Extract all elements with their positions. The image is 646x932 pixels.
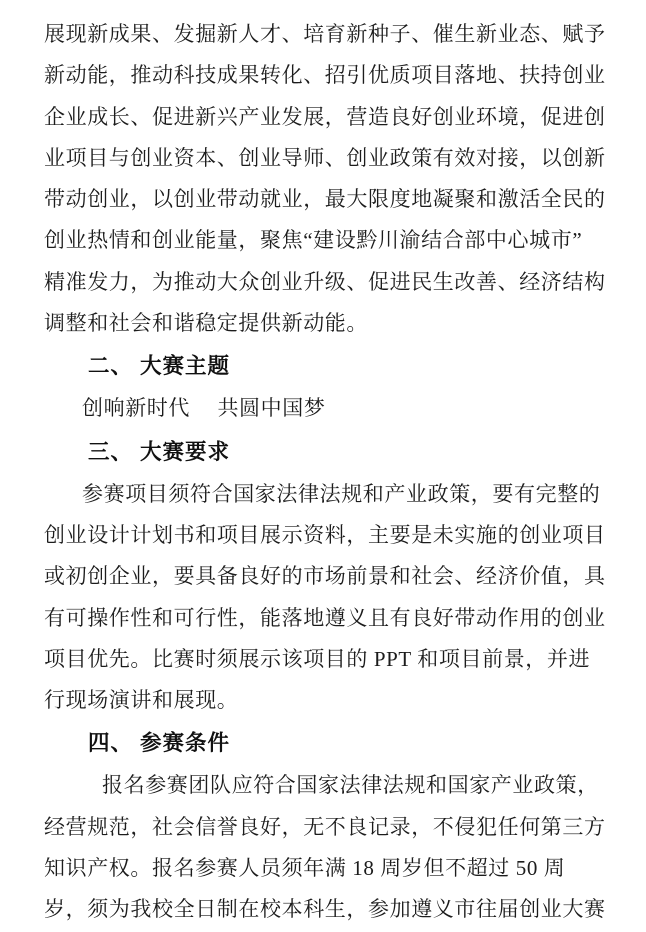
heading-entry-conditions: 四、 参赛条件 — [88, 731, 230, 756]
intro-line: 新动能，推动科技成果转化、招引优质项目落地、扶持创业 — [44, 63, 606, 88]
requirements-line: 参赛项目须符合国家法律法规和产业政策，要有完整的 — [82, 481, 601, 506]
conditions-line: 知识产权。报名参赛人员须年满 18 周岁但不超过 50 周 — [44, 856, 566, 881]
intro-line: 业项目与创业资本、创业导师、创业政策有效对接，以创新 — [44, 145, 606, 170]
conditions-line: 报名参赛团队应符合国家法律法规和国家产业政策， — [102, 773, 599, 798]
theme-line: 创响新时代 共圆中国梦 — [82, 396, 326, 421]
requirements-line: 或初创企业，要具备良好的市场前景和社会、经济价值，具 — [44, 564, 606, 589]
intro-line: 带动创业，以创业带动就业，最大限度地凝聚和激活全民的 — [44, 187, 606, 212]
conditions-line: 岁，须为我校全日制在校本科生，参加遵义市往届创业大赛 — [44, 897, 606, 922]
intro-line: 展现新成果、发掘新人才、培育新种子、催生新业态、赋予 — [44, 22, 606, 46]
requirements-line: 创业设计计划书和项目展示资料，主要是未实施的创业项目 — [44, 522, 606, 547]
requirements-line: 项目优先。比赛时须展示该项目的 PPT 和项目前景，并进 — [44, 646, 591, 671]
heading-competition-requirements: 三、 大赛要求 — [88, 439, 230, 464]
intro-line: 精准发力，为推动大众创业升级、促进民生改善、经济结构 — [44, 269, 606, 294]
heading-competition-theme: 二、 大赛主题 — [88, 354, 230, 379]
intro-line: 调整和社会和谐稳定提供新动能。 — [44, 311, 368, 336]
requirements-line: 行现场演讲和展现。 — [44, 688, 239, 713]
intro-line: 企业成长、促进新兴产业发展，营造良好创业环境，促进创 — [44, 104, 606, 129]
requirements-line: 有可操作性和可行性，能落地遵义且有良好带动作用的创业 — [44, 605, 606, 630]
intro-line: 创业热情和创业能量，聚焦“建设黔川渝结合部中心城市” — [44, 228, 583, 253]
conditions-line: 经营规范，社会信誉良好，无不良记录，不侵犯任何第三方 — [44, 814, 606, 839]
